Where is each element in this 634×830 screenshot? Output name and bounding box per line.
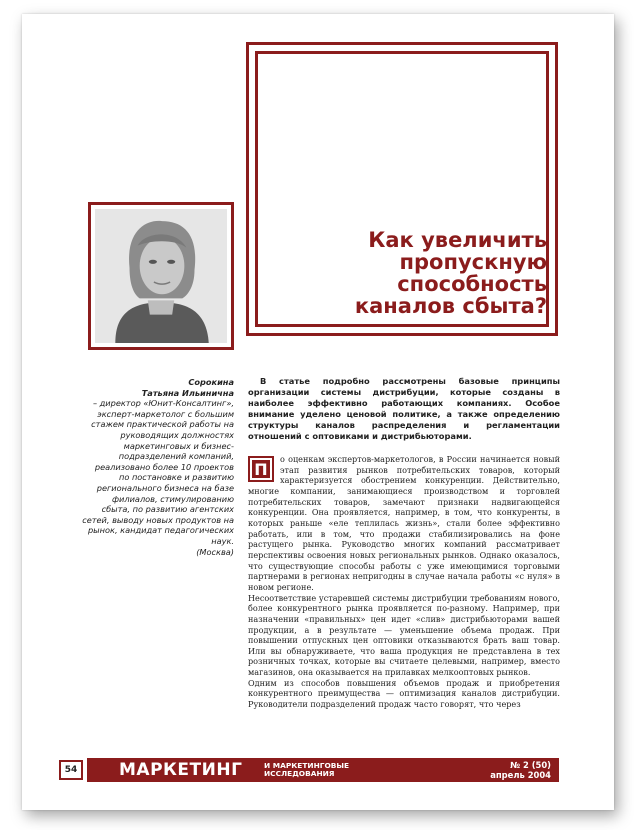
title-line-1: Как увеличить: [368, 228, 547, 252]
title-line-3: способность: [397, 272, 547, 296]
magazine-page: [22, 14, 614, 810]
body-paragraph-1: о оценкам экспертов-маркетологов, в России начинается новый этап развития рынков потребительских товаров, который характеризуется обострением конкуренции. Действительно, многие компании, занимающиеся производством и торговлей потребительских товаров, замечают признаки надвигающейся конкуренции. Она проявляется, например, в том, что конкуренты, в которых раньше «еле теплилась жизнь», стали более эффективно работать, или в том, что продажи стабилизировались на фоне растущего рынка. Руководство многих компаний рассматривает перспективы освоения новых региональных рынков. Однако оказалось, что существующие способы работы с уже имеющимися торговыми партнерами в регионах непригодны в случае начала работы «с нуля» в новом регионе.: [248, 454, 560, 592]
author-photo: [95, 209, 227, 343]
issue-year: 2004: [527, 770, 551, 780]
footer-bar: [87, 758, 559, 782]
issue-month: апрель: [490, 770, 525, 780]
title-frame: [246, 42, 558, 336]
issue-date: [490, 770, 551, 780]
author-info: [82, 377, 234, 557]
author-city: (Москва): [196, 546, 234, 557]
page-footer: [59, 758, 559, 786]
author-bio: – директор «Юнит-Консалтинг», эксперт-маркетолог с большим стажем практической работы на руководящих должностях маркетинговых и бизнес-подразделений компаний, реализовано более 10 проектов по постановке и развитию регионального бизнеса на базе филиалов, стимулированию сбыта, по развитию агентских сетей, выводу новых продуктов на рынок, кандидат педагогических наук.: [82, 398, 234, 546]
magazine-logo: МАРКЕТИНГ: [119, 760, 243, 780]
dropcap-letter: П: [252, 460, 270, 478]
article-body: [248, 454, 560, 710]
article-lead: В статье подробно рассмотрены базовые принципы организации системы дистрибуции, которые созданы в наиболее эффективно работающих компаниях. Особое внимание уделено ценовой политике, а также определению структуры каналов распределения и регламентации отношений с оптовиками и дистрибьюторами.: [248, 376, 560, 441]
page-number: 54: [59, 760, 83, 780]
body-paragraph-3: Одним из способов повышения объемов продаж и приобретения конкурентного преимущества — оптимизация каналов дистрибуции. Руководители подразделений продаж часто говорят, что через: [248, 677, 560, 710]
logo-sub-line-2: ИССЛЕДОВАНИЯ: [264, 769, 335, 778]
article-title: [355, 229, 547, 317]
magazine-logo-subtitle: [264, 762, 349, 778]
issue-number: № 2 (50): [509, 760, 551, 770]
logo-sub-line-1: И МАРКЕТИНГОВЫЕ: [264, 761, 350, 770]
author-surname: Сорокина: [188, 377, 234, 387]
author-photo-frame: [88, 202, 234, 350]
author-given-name: Татьяна Ильинична: [141, 387, 234, 398]
dropcap: [248, 456, 274, 482]
body-paragraph-2: Несоответствие устаревшей системы дистрибуции требованиям нового, более конкурентного рынка проявляется по-разному. Например, при назначении «правильных» цен идет «слив» дистрибьюторами вашей продукции, а в результате — уменьшение объема продаж. При повышении отпускных цен оптовики отказываются брать ваш товар. Или вы обнаруживаете, что ваша продукция не представлена в тех розничных точках, которые вы считаете целевыми, например, вместо магазинов, она оказывается на прилавках мелкооптовых рынков.: [248, 592, 560, 678]
issue-info: [490, 760, 551, 780]
title-line-2: пропускную: [399, 250, 547, 274]
title-line-4: каналов сбыта?: [354, 294, 547, 318]
